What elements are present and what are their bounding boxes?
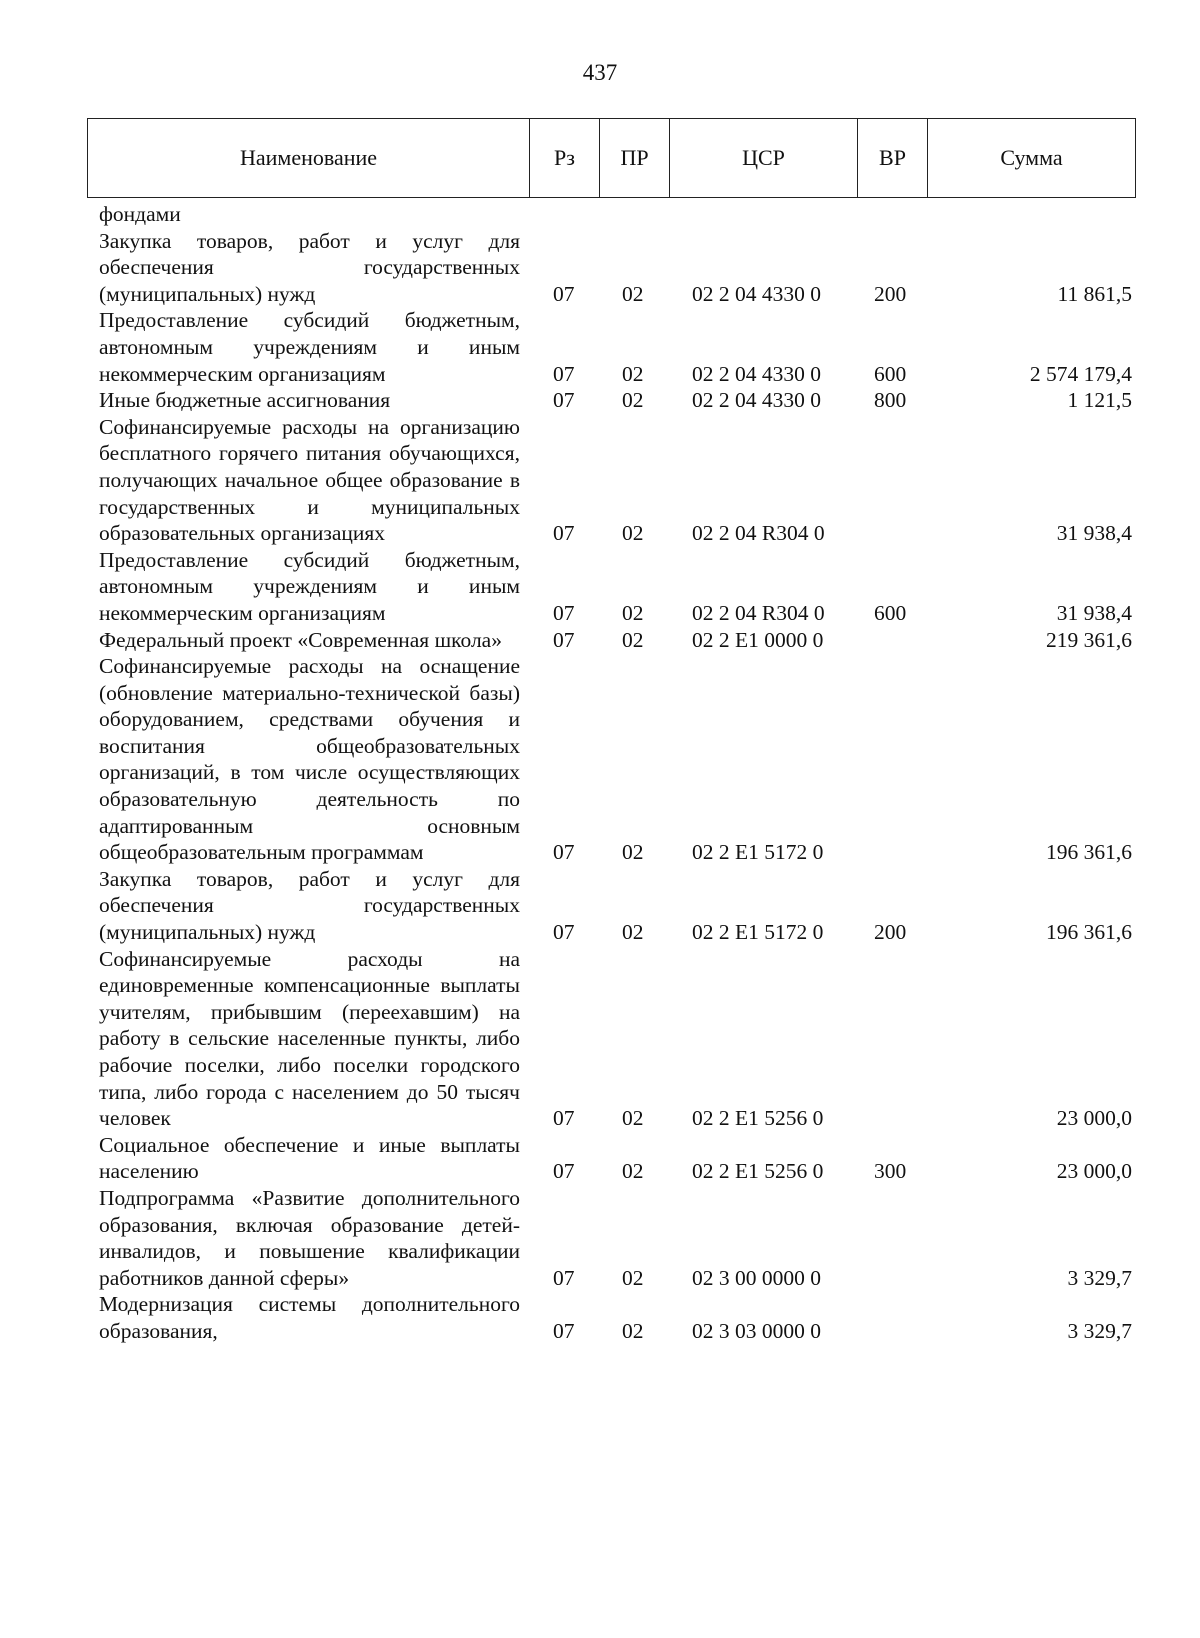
row-sum: 219 361,6 (1046, 627, 1132, 652)
row-pr: 02 (622, 627, 644, 652)
row-name: Софинансируемые расходы на оснащение (обновление материально-технической базы) оборудованием, средствами обучения и воспитания общеобразовательных организаций, в том числе осуществляющих образовательную деятельность по адаптированным основным общеобразовательным программам (99, 654, 520, 865)
page-number: 437 (582, 60, 618, 85)
row-rz: 07 (553, 388, 575, 413)
table-row (0, 387, 1200, 414)
table-row (0, 946, 1200, 1132)
row-csr: 02 3 00 0000 0 (692, 1265, 821, 1290)
row-csr: 02 3 03 0000 0 (692, 1318, 821, 1343)
column-header-rz: Рз (530, 119, 600, 197)
row-rz: 07 (553, 361, 575, 386)
column-header-pr: ПР (600, 119, 670, 197)
table-body (0, 201, 1200, 1345)
table-row (0, 307, 1200, 387)
column-header-sum: Сумма (1000, 145, 1063, 170)
row-rz: 07 (553, 920, 575, 945)
row-rz: 07 (553, 600, 575, 625)
row-pr: 02 (622, 1106, 644, 1131)
row-pr: 02 (622, 281, 644, 306)
table-row (0, 627, 1200, 654)
column-header-vr: ВР (858, 119, 928, 197)
row-pr: 02 (622, 1265, 644, 1290)
row-vr: 600 (874, 361, 907, 386)
row-rz: 07 (553, 1106, 575, 1131)
row-vr: 800 (874, 388, 907, 413)
row-vr: 200 (874, 281, 907, 306)
row-name: Подпрограмма «Развитие дополнительного образования, включая образование детей-инвалидов, и повышение квалификации работников данной сферы» (99, 1185, 520, 1290)
row-name: Софинансируемые расходы на единовременные компенсационные выплаты учителям, прибывшим (переехавшим) на работу в сельские населенные пункты, либо рабочие поселки, либо поселки городского типа, либо города с населением до 50 тысяч человек (99, 946, 520, 1131)
row-pr: 02 (622, 600, 644, 625)
row-sum: 31 938,4 (1056, 600, 1132, 625)
row-csr: 02 2 E1 5256 0 (692, 1106, 824, 1131)
row-name: Модернизация системы дополнительного образования, (99, 1292, 520, 1343)
row-csr: 02 2 04 4330 0 (692, 388, 821, 413)
row-csr: 02 2 E1 5172 0 (692, 840, 824, 865)
table-row (0, 1291, 1200, 1344)
row-pr: 02 (622, 1159, 644, 1184)
row-rz: 07 (553, 840, 575, 865)
table-row (0, 201, 1200, 228)
row-csr: 02 2 E1 0000 0 (692, 627, 824, 652)
row-name: Иные бюджетные ассигнования (99, 388, 391, 413)
row-csr: 02 2 04 R304 0 (692, 521, 825, 546)
row-vr: 200 (874, 920, 907, 945)
table-row (0, 1132, 1200, 1185)
row-name: Федеральный проект «Современная школа» (99, 627, 502, 652)
row-csr: 02 2 E1 5256 0 (692, 1159, 824, 1184)
row-csr: 02 2 04 R304 0 (692, 600, 825, 625)
row-rz: 07 (553, 1159, 575, 1184)
row-name: Закупка товаров, работ и услуг для обеспечения государственных (муниципальных) нужд (99, 228, 520, 306)
row-pr: 02 (622, 920, 644, 945)
row-sum: 31 938,4 (1056, 521, 1132, 546)
table-row (0, 653, 1200, 866)
row-name: Софинансируемые расходы на организацию бесплатного горячего питания обучающихся, получающих начальное общее образование в государственных и муниципальных образовательных организациях (99, 414, 520, 546)
row-sum: 1 121,5 (1067, 388, 1132, 413)
row-rz: 07 (553, 281, 575, 306)
row-rz: 07 (553, 627, 575, 652)
row-vr: 300 (874, 1159, 907, 1184)
row-sum: 196 361,6 (1046, 920, 1132, 945)
row-pr: 02 (622, 361, 644, 386)
row-name: Социальное обеспечение и иные выплаты населению (99, 1132, 520, 1184)
row-name: фондами (99, 202, 181, 226)
row-sum: 3 329,7 (1067, 1265, 1132, 1290)
row-csr: 02 2 04 4330 0 (692, 281, 821, 306)
row-sum: 11 861,5 (1057, 281, 1132, 306)
row-pr: 02 (622, 840, 644, 865)
row-pr: 02 (622, 388, 644, 413)
row-sum: 2 574 179,4 (1029, 361, 1132, 386)
row-name: Предоставление субсидий бюджетным, автономным учреждениям и иным некоммерческим организациям (99, 547, 520, 625)
row-sum: 196 361,6 (1046, 840, 1132, 865)
row-rz: 07 (553, 1265, 575, 1290)
table-row (0, 228, 1200, 308)
row-name: Предоставление субсидий бюджетным, автономным учреждениям и иным некоммерческим организациям (99, 308, 520, 386)
row-vr: 600 (874, 600, 907, 625)
table-row (0, 547, 1200, 627)
row-rz: 07 (553, 1318, 575, 1343)
column-header-csr: ЦСР (670, 119, 858, 197)
row-csr: 02 2 04 4330 0 (692, 361, 821, 386)
table-header (87, 118, 1136, 198)
row-csr: 02 2 E1 5172 0 (692, 920, 824, 945)
row-name: Закупка товаров, работ и услуг для обеспечения государственных (муниципальных) нужд (99, 866, 520, 945)
row-sum: 3 329,7 (1067, 1318, 1132, 1343)
column-header-name: Наименование (88, 119, 530, 197)
row-pr: 02 (622, 1318, 644, 1343)
row-pr: 02 (622, 521, 644, 546)
table-row (0, 414, 1200, 547)
row-rz: 07 (553, 521, 575, 546)
table-row (0, 866, 1200, 946)
row-sum: 23 000,0 (1056, 1106, 1132, 1131)
row-sum: 23 000,0 (1056, 1159, 1132, 1184)
table-row (0, 1185, 1200, 1291)
